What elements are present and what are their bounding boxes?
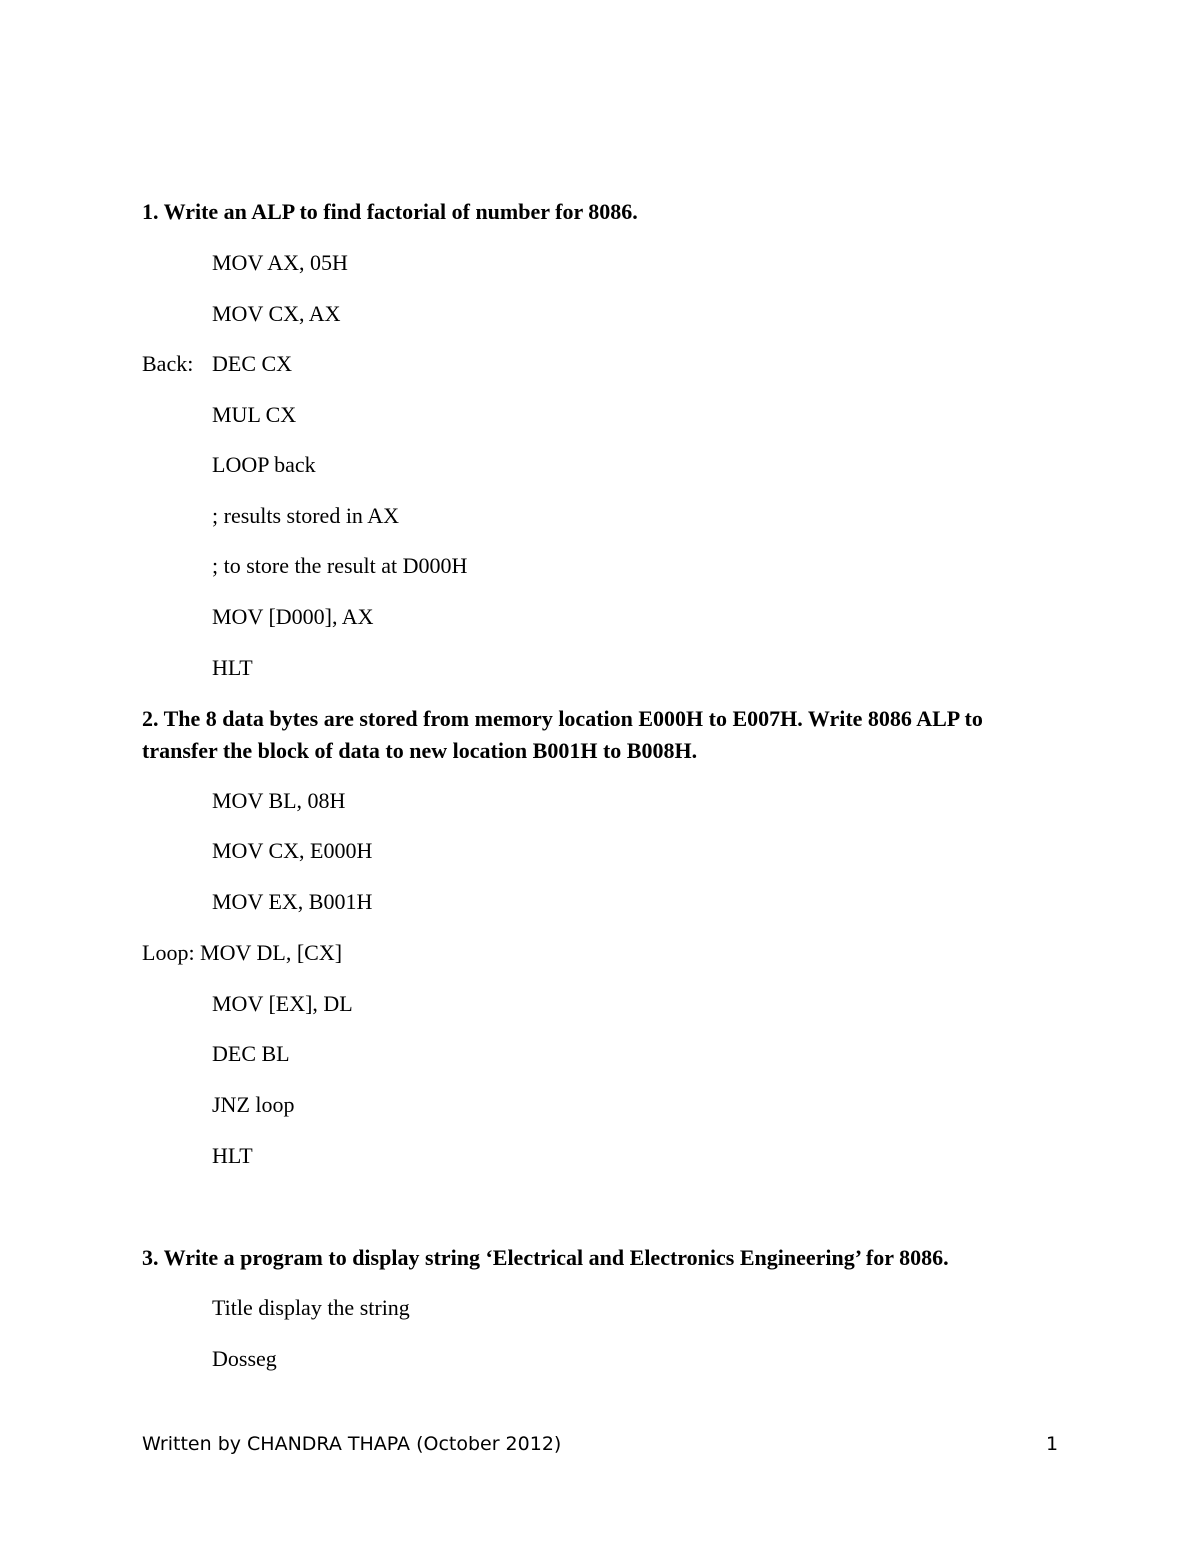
code-line: DEC BL: [212, 1041, 290, 1066]
code-line: HLT: [212, 1143, 253, 1168]
code-line: MOV CX, AX: [212, 301, 341, 326]
labeled-code-line: [142, 351, 292, 377]
code-line: Title display the string: [212, 1295, 410, 1320]
code-line: MOV [D000], AX: [212, 604, 374, 629]
footer-author: Written by CHANDRA THAPA (October 2012): [142, 1433, 562, 1455]
code-line: LOOP back: [212, 452, 316, 477]
code-line: MOV EX, B001H: [212, 889, 373, 914]
code-line: DEC CX: [212, 351, 293, 376]
question-1-heading: 1. Write an ALP to find factorial of number for 8086.: [142, 199, 638, 224]
code-line: HLT: [212, 655, 253, 680]
code-label: Back:: [142, 351, 194, 376]
question-2-heading: 2. The 8 data bytes are stored from memory location E000H to E007H. Write 8086 ALP to transfer the block of data to new location B001H to B008H.: [142, 706, 983, 763]
code-line: MOV BL, 08H: [212, 788, 346, 813]
code-line: MOV AX, 05H: [212, 250, 348, 275]
code-comment: ; results stored in AX: [212, 503, 399, 528]
code-line: MOV [EX], DL: [212, 991, 353, 1016]
code-line: MOV CX, E000H: [212, 838, 373, 863]
code-line: Loop: MOV DL, [CX]: [142, 940, 343, 965]
code-line: Dosseg: [212, 1346, 277, 1371]
code-line: JNZ loop: [212, 1092, 295, 1117]
code-line: MUL CX: [212, 402, 297, 427]
code-comment: ; to store the result at D000H: [212, 553, 468, 578]
page-number: 1: [1046, 1433, 1059, 1455]
question-3-heading: 3. Write a program to display string ‘Electrical and Electronics Engineering’ for 8086.: [142, 1245, 949, 1270]
